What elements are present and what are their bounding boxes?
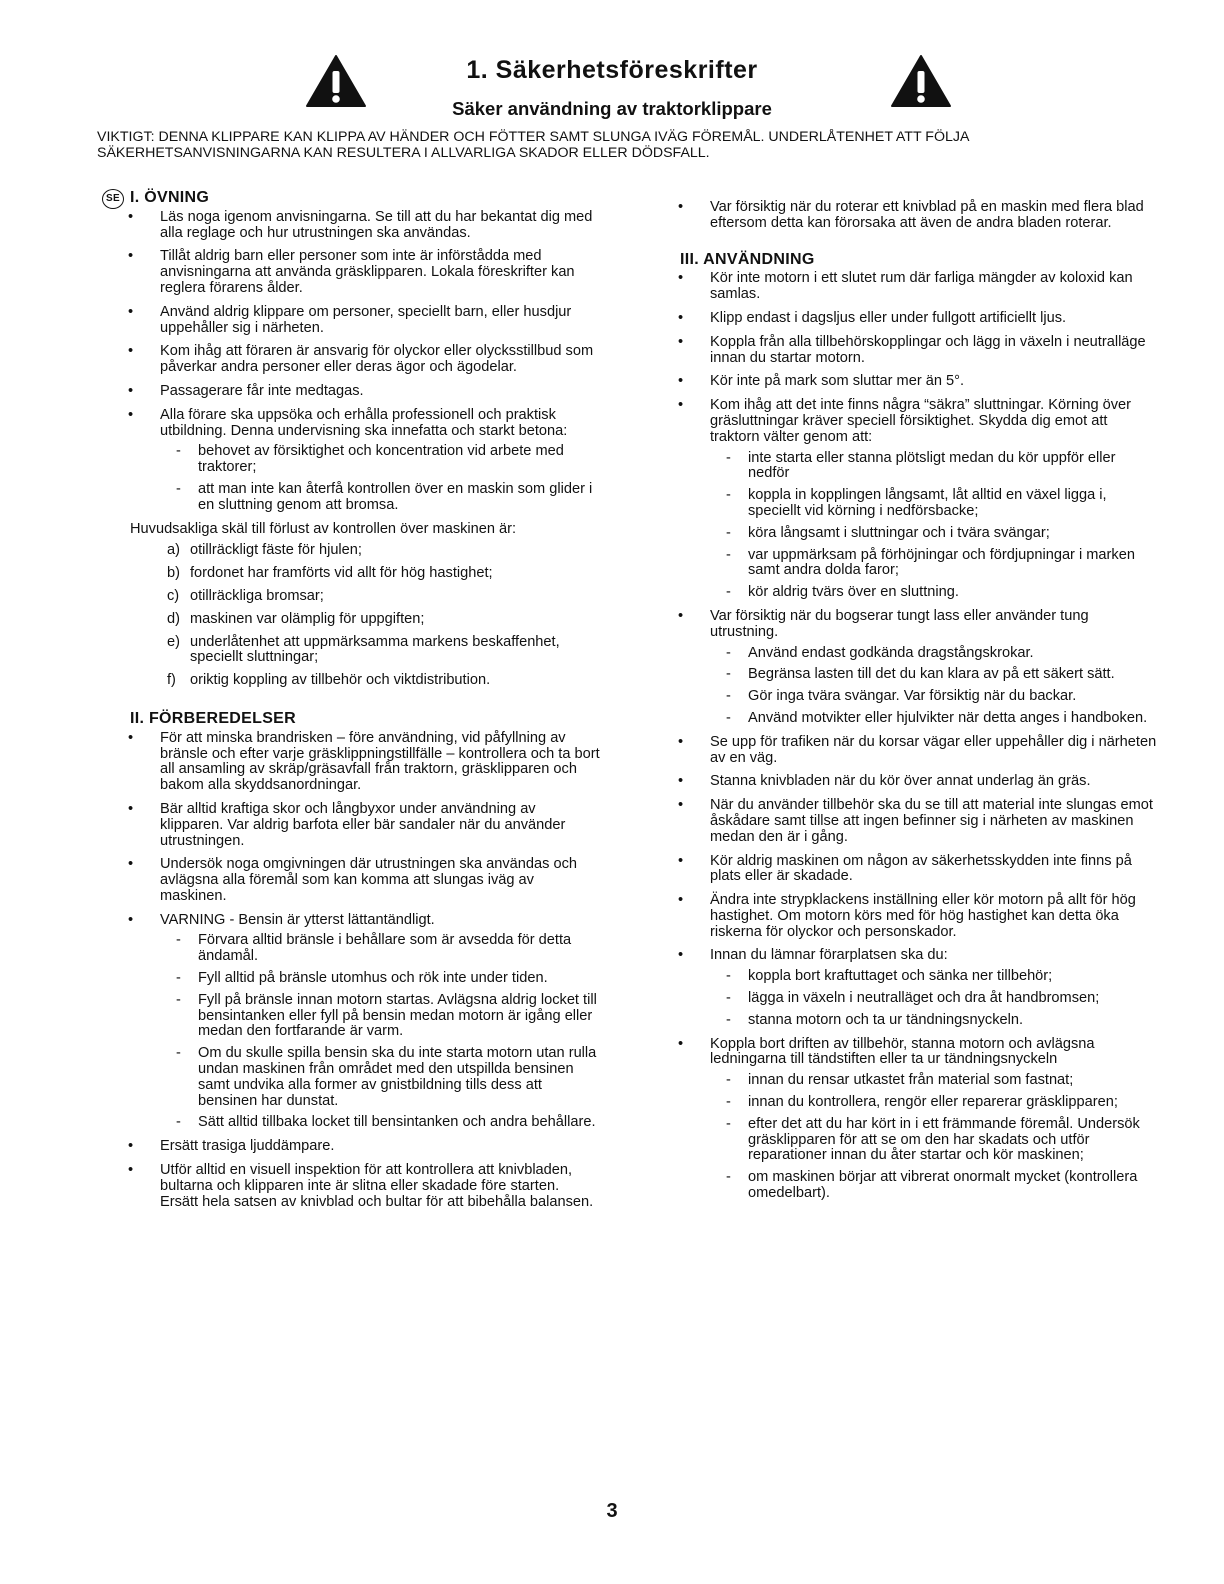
- sub-item: - Använd endast godkända dragstångskrokar.: [718, 646, 1158, 662]
- page-title: 1. Säkerhetsföreskrifter: [466, 56, 758, 84]
- sub-item: - Begränsa lasten till det du kan klara av på ett säkert sätt.: [718, 667, 1158, 683]
- sub-item: - köra långsamt i sluttningar och i tvära svängar;: [718, 526, 1158, 542]
- list-item: • Var försiktig när du roterar ett knivblad på en maskin med flera blad eftersom detta kan förorsaka att även de andra bladen roterar.: [680, 200, 1158, 232]
- list-item: • Innan du lämnar förarplatsen ska du: - koppla bort kraftuttaget och sänka ner tillbehör; - lägga in växeln i neutralläget och dra åt handbromsen; - stanna motorn och ta ur tändningsnyckeln.: [680, 948, 1158, 1028]
- list-item: • VARNING - Bensin är ytterst lättantändligt. - Förvara alltid bränsle i behållare som är avsedda för detta ändamål. - Fyll alltid på bränsle utomhus och rök inte under tiden. - Fyll på bränsle innan motorn startas. Avlägsna aldrig locket till bensintanken eller fyll på bensin medan motorn är igång eller medan den fortfarande är varm. - Om du skulle spilla bensin ska du inte starta motorn utan rulla undan maskinen från området med den utspillda bensinen samt undvika alla former av gnistbildning tills dess att bensinen har dunstat. - Sätt alltid tillbaka locket till bensintanken och andra behållare.: [130, 913, 600, 1132]
- list-item: • Stanna knivbladen när du kör över annat underlag än gräs.: [680, 774, 1158, 790]
- sub-item: - behovet av försiktighet och koncentration vid arbete med traktorer;: [168, 444, 600, 476]
- sub-item: - om maskinen börjar att vibrerat onormalt mycket (kontrollera omedelbart).: [718, 1170, 1158, 1202]
- list-item: • Klipp endast i dagsljus eller under fullgott artificiellt ljus.: [680, 311, 1158, 327]
- sub-item: - koppla bort kraftuttaget och sänka ner tillbehör;: [718, 969, 1158, 985]
- list-item: • Kör aldrig maskinen om någon av säkerhetsskydden inte finns på plats eller är skadade.: [680, 854, 1158, 886]
- sub-item: - inte starta eller stanna plötsligt medan du kör uppför eller nedför: [718, 451, 1158, 483]
- list-item: • Kom ihåg att det inte finns några “säkra” sluttningar. Körning över gräsluttningar kräver speciell försiktighet. Skydda dig emot att traktorn välter genom att: - inte starta eller stanna plötsligt medan du kör uppför eller nedför - koppla in kopplingen långsamt, låt alltid en växel ligga i, speciellt vid körning i nedförsbacke; - köra långsamt i sluttningar och i tvära svängar; - var uppmärksam på förhöjningar och fördjupningar i marken samt andra dolda faror; - kör aldrig tvärs över en sluttning.: [680, 398, 1158, 601]
- list-item: • Se upp för trafiken när du korsar vägar eller uppehåller dig i närheten av en väg.: [680, 735, 1158, 767]
- list-item: • Undersök noga omgivningen där utrustningen ska användas och avlägsna alla föremål som kan komma att slungas iväg av maskinen.: [130, 857, 600, 904]
- list-anvandning: [680, 271, 1158, 1201]
- sub-item: - Fyll alltid på bränsle utomhus och rök inte under tiden.: [168, 971, 600, 987]
- lettered-list: [130, 543, 600, 689]
- left-column: [106, 189, 600, 1218]
- list-item: • Kör inte motorn i ett slutet rum där farliga mängder av koloxid kan samlas.: [680, 271, 1158, 303]
- important-warning: VIKTIGT: DENNA KLIPPARE KAN KLIPPA AV HÄNDER OCH FÖTTER SAMT SLUNGA IVÄG FÖREMÅL. UNDERLÅTENHET ATT FÖLJA SÄKERHETSANVISNINGARNA KAN RESULTERA I ALLVARLIGA SKADOR ELLER DÖDSFALL.: [97, 129, 969, 161]
- list-item: • Koppla från alla tillbehörskopplingar och lägg in växeln i neutralläge innan du startar motorn.: [680, 335, 1158, 367]
- list-item: • Ersätt trasiga ljuddämpare.: [130, 1139, 600, 1155]
- section-heading-forberedelser: II. FÖRBEREDELSER: [130, 709, 297, 727]
- list-item: • Kör inte på mark som sluttar mer än 5°.: [680, 374, 1158, 390]
- sub-item: - var uppmärksam på förhöjningar och fördjupningar i marken samt andra dolda faror;: [718, 548, 1158, 580]
- sub-item: - Förvara alltid bränsle i behållare som är avsedda för detta ändamål.: [168, 933, 600, 965]
- sub-item: - innan du kontrollera, rengör eller reparerar gräsklipparen;: [718, 1095, 1158, 1111]
- sub-item: - innan du rensar utkastet från material som fastnat;: [718, 1073, 1158, 1089]
- sub-item: - Om du skulle spilla bensin ska du inte starta motorn utan rulla undan maskinen från området med den utspillda bensinen samt undvika alla former av gnistbildning tills dess att bensinen har dunstat.: [168, 1046, 600, 1109]
- lettered-item: a) otillräckligt fäste för hjulen;: [167, 542, 362, 559]
- list-item: • Tillåt aldrig barn eller personer som inte är införstådda med anvisningarna att använda gräsklipparen. Lokala föreskrifter kan reglera förarens ålder.: [130, 249, 600, 296]
- lettered-item: f) oriktig koppling av tillbehör och viktdistribution.: [167, 672, 491, 689]
- sub-item: - koppla in kopplingen långsamt, låt alltid en växel ligga i, speciellt vid körning i nedförsbacke;: [718, 488, 1158, 520]
- list-item: • Ändra inte strypklackens inställning eller kör motorn på allt för hög hastighet. Om motorn körs med för hög hastighet kan detta öka riskerna för olyckor och personskador.: [680, 893, 1158, 940]
- lettered-item: c) otillräckliga bromsar;: [167, 587, 324, 604]
- section-heading-ovning: SE I. ÖVNING: [130, 190, 600, 206]
- sub-item: - Fyll på bränsle innan motorn startas. Avlägsna aldrig locket till bensintanken eller fyll på bensin medan motorn är igång eller medan den fortfarande är varm.: [168, 993, 600, 1040]
- list-item: • Alla förare ska uppsöka och erhålla professionell och praktisk utbildning. Denna undervisning ska innefatta och starkt betona: - behovet av försiktighet och koncentration vid arbete med traktorer; - att man inte kan återfå kontrollen över en maskin som glider i en sluttning genom att bromsa.: [130, 408, 600, 514]
- list-ovning: [130, 210, 600, 514]
- lettered-item: d) maskinen var olämplig för uppgiften;: [167, 610, 425, 627]
- list-item: • Var försiktig när du bogserar tungt lass eller använder tung utrustning. - Använd endast godkända dragstångskrokar. - Begränsa lasten till det du kan klara av på ett säkert sätt. - Gör inga tvära svängar. Var försiktig när du backar. - Använd motvikter eller hjulvikter när detta anges i handboken.: [680, 609, 1158, 727]
- sub-item: - att man inte kan återfå kontrollen över en maskin som glider i en sluttning genom att bromsa.: [168, 482, 600, 514]
- list-item: • För att minska brandrisken – före användning, vid påfyllning av bränsle och efter varje gräsklippningstillfälle – kontrollera och ta bort all ansamling av skräp/gräsavfall från traktorn, gräsklipparen och bakom alla skyddsanordningar.: [130, 731, 600, 794]
- sub-item: - kör aldrig tvärs över en sluttning.: [718, 585, 1158, 601]
- section-heading-anvandning: III. ANVÄNDNING: [680, 250, 815, 268]
- sub-item: - Gör inga tvära svängar. Var försiktig när du backar.: [718, 689, 1158, 705]
- sub-item: - lägga in växeln i neutralläget och dra åt handbromsen;: [718, 991, 1158, 1007]
- sub-item: - efter det att du har kört in i ett främmande föremål. Undersök gräsklipparen för att se om den har skadats och utför reparationer innan du åter startar och kör maskinen;: [718, 1117, 1158, 1164]
- list-forberedelser: [130, 731, 600, 1211]
- sub-item: - Sätt alltid tillbaka locket till bensintanken och andra behållare.: [168, 1115, 600, 1131]
- list-item: • Bär alltid kraftiga skor och långbyxor under användning av klipparen. Var aldrig barfota eller bär sandaler när du använder utrustningen.: [130, 802, 600, 849]
- list-item: • Koppla bort driften av tillbehör, stanna motorn och avlägsna ledningarna till tändstiften eller ta ur tändningsnyckeln - innan du rensar utkastet från material som fastnat; - innan du kontrollera, rengör eller reparerar gräsklipparen; - efter det att du har kört in i ett främmande föremål. Undersök gräsklipparen för att se om den har skadats och utför reparationer innan du åter startar och kör maskinen; - om maskinen börjar att vibrerat onormalt mycket (kontrollera omedelbart).: [680, 1037, 1158, 1202]
- list-item: • När du använder tillbehör ska du se till att material inte slungas emot åskådare samt tillse att ingen befinner sig i närheten av maskinen medan den är i gång.: [680, 798, 1158, 845]
- paragraph: Huvudsakliga skäl till förlust av kontrollen över maskinen är:: [130, 520, 517, 537]
- page-number: 3: [606, 1500, 618, 1522]
- list-item: • Kom ihåg att föraren är ansvarig för olyckor eller olycksstillbud som påverkar andra personer eller deras ägor och ägodelar.: [130, 344, 600, 376]
- list-item: • Utför alltid en visuell inspektion för att kontrollera att knivbladen, bultarna och klipparen inte är slitna eller skadade före starten. Ersätt hela satsen av knivblad och bultar för att bibehålla balansen.: [130, 1163, 600, 1210]
- list-item: • Läs noga igenom anvisningarna. Se till att du har bekantat dig med alla reglage och hur utrustningen ska användas.: [130, 210, 600, 242]
- list-item: • Använd aldrig klippare om personer, speciellt barn, eller husdjur uppehåller sig i närheten.: [130, 305, 600, 337]
- list-continued: [680, 200, 1158, 232]
- sub-item: - Använd motvikter eller hjulvikter när detta anges i handboken.: [718, 711, 1158, 727]
- sub-item: - stanna motorn och ta ur tändningsnyckeln.: [718, 1013, 1158, 1029]
- right-column: [680, 200, 1158, 1210]
- lettered-item: e) underlåtenhet att uppmärksamma markens beskaffenhet, speciellt sluttningar;: [167, 633, 560, 666]
- lettered-item: b) fordonet har framförts vid allt för hög hastighet;: [167, 565, 493, 582]
- page-subtitle: Säker användning av traktorklippare: [452, 98, 772, 119]
- language-badge: SE: [102, 189, 124, 209]
- list-item: • Passagerare får inte medtagas.: [130, 384, 600, 400]
